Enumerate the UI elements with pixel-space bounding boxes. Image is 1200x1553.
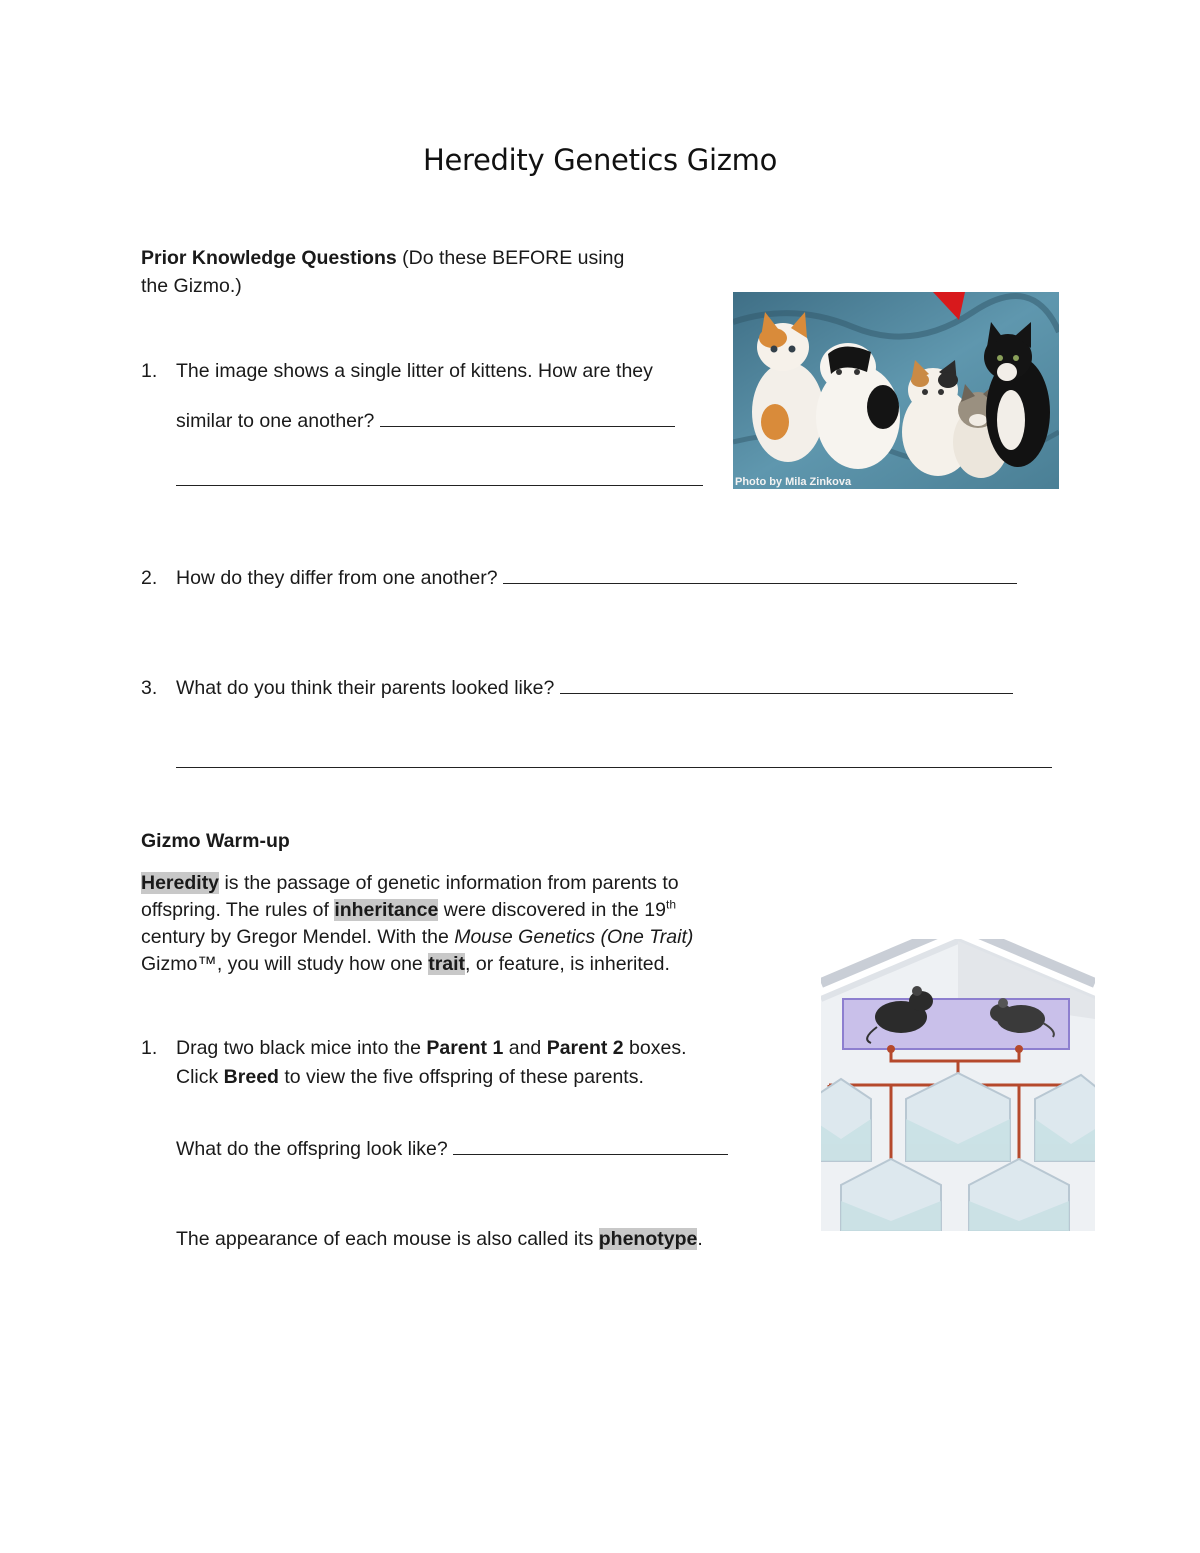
- prior-knowledge-heading: Prior Knowledge Questions: [141, 247, 397, 269]
- step-1-line2: [176, 1064, 644, 1091]
- kittens-photo-icon: [733, 292, 1059, 489]
- warmup-text-1: is the passage of genetic information from parents to: [219, 872, 679, 894]
- answer-line-q3-b[interactable]: [176, 748, 1052, 768]
- phenotype-text-a: The appearance of each mouse is also called its: [176, 1228, 599, 1250]
- warmup-paragraph-line4: [141, 951, 670, 978]
- term-parent-2: Parent 2: [546, 1037, 624, 1059]
- question-1-line1: [141, 358, 653, 385]
- question-2: [141, 564, 1017, 592]
- mouse-genetics-gizmo-icon: [821, 939, 1095, 1231]
- question-1-number: 1.: [141, 360, 158, 382]
- step-1-text-d: to view the five offspring of these parents.: [278, 1066, 644, 1088]
- warmup-heading: Gizmo Warm-up: [141, 830, 290, 852]
- step-1-text-and: and: [503, 1037, 547, 1059]
- answer-line-q1-b[interactable]: [176, 466, 703, 486]
- warmup-text-3a: century by Gregor Mendel. With the: [141, 926, 455, 948]
- term-heredity: Heredity: [141, 872, 220, 894]
- question-2-number: 2.: [141, 567, 158, 589]
- answer-blank-q1-b[interactable]: [176, 466, 703, 486]
- question-3-number: 3.: [141, 677, 158, 699]
- phenotype-text-b: .: [697, 1228, 703, 1250]
- term-inheritance: inheritance: [334, 899, 439, 921]
- page-title: Heredity Genetics Gizmo: [422, 143, 778, 177]
- warmup-text-2a: offspring. The rules of: [141, 899, 335, 921]
- offspring-question: What do the offspring look like?: [176, 1138, 448, 1160]
- step-1-number: 1.: [141, 1037, 158, 1059]
- step-1-text-b: boxes.: [623, 1037, 687, 1059]
- answer-blank-q2[interactable]: [503, 564, 1017, 584]
- prior-knowledge-note-line2: the Gizmo.): [141, 275, 242, 297]
- answer-blank-q3-a[interactable]: [560, 674, 1013, 694]
- question-1-line2: [176, 407, 675, 435]
- term-phenotype: phenotype: [598, 1228, 698, 1250]
- answer-blank-q3-b[interactable]: [176, 748, 1052, 768]
- term-parent-1: Parent 1: [426, 1037, 504, 1059]
- answer-blank-q1-a[interactable]: [380, 407, 675, 427]
- kittens-photo: [733, 292, 1059, 489]
- answer-blank-offspring[interactable]: [453, 1135, 728, 1155]
- phenotype-sentence: [176, 1226, 703, 1253]
- step-1-text-c: Click: [176, 1066, 224, 1088]
- warmup-text-4b: , or feature, is inherited.: [465, 953, 670, 975]
- step-1-question: [176, 1135, 728, 1163]
- question-2-text: How do they differ from one another?: [176, 567, 498, 589]
- prior-knowledge-note: (Do these BEFORE using: [396, 247, 625, 269]
- warmup-paragraph-line1: [141, 870, 679, 897]
- warmup-paragraph-line3: [141, 924, 693, 951]
- question-3: [141, 674, 1013, 702]
- warmup-paragraph-line2: [141, 897, 676, 924]
- prior-knowledge-intro: [141, 245, 624, 272]
- term-breed: Breed: [223, 1066, 279, 1088]
- warmup-text-4a: Gizmo™, you will study how one: [141, 953, 429, 975]
- warmup-text-2b: were discovered in the 19: [438, 899, 666, 921]
- photo-caption: Photo by Mila Zinkova: [735, 476, 852, 488]
- question-3-text: What do you think their parents looked like?: [176, 677, 555, 699]
- step-1-text-a: Drag two black mice into the: [176, 1037, 427, 1059]
- gizmo-screenshot: [821, 939, 1095, 1231]
- superscript-th: th: [666, 897, 677, 912]
- step-1-line1: [141, 1035, 687, 1062]
- gizmo-name: Mouse Genetics (One Trait): [454, 926, 694, 948]
- question-1-text-2: similar to one another?: [176, 410, 375, 432]
- question-1-text: The image shows a single litter of kittens. How are they: [176, 360, 653, 382]
- term-trait: trait: [428, 953, 466, 975]
